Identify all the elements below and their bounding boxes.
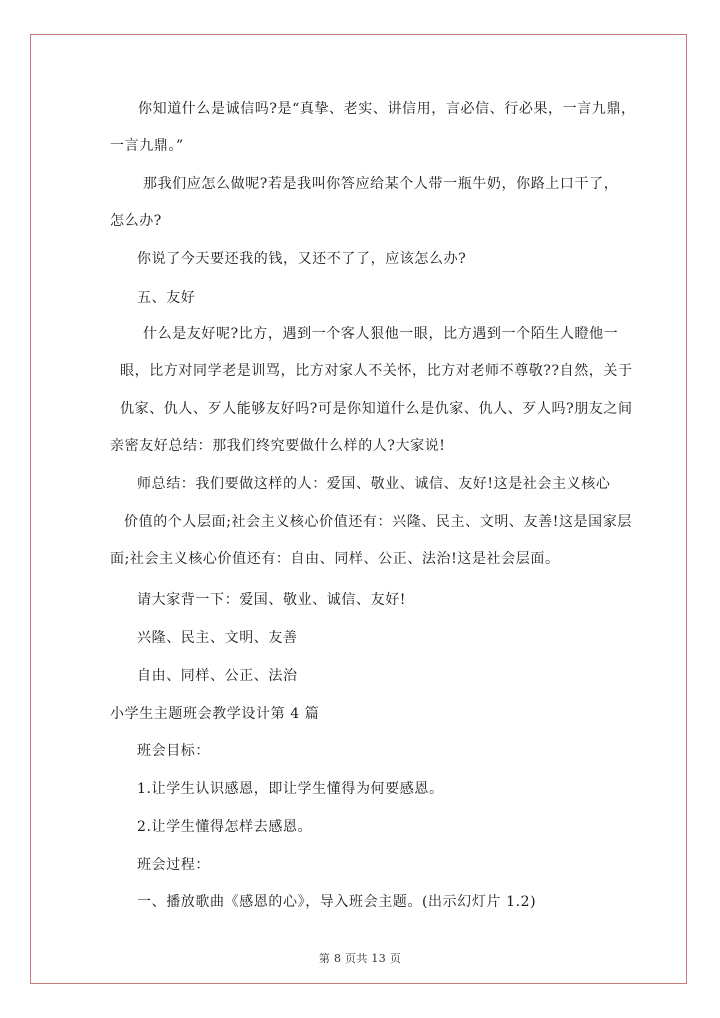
text-line: 眼，比方对同学老是训骂，比方对家人不关怀，比方对老师不尊敬??自然，关于 bbox=[120, 363, 633, 379]
chapter-title: 小学生主题班会教学设计第 4 篇 bbox=[110, 706, 320, 722]
text-line: 兴隆、民主、文明、友善 bbox=[137, 630, 298, 646]
text-line: 怎么办? bbox=[110, 213, 162, 229]
text-line: 你说了今天要还我的钱，又还不了了，应该怎么办? bbox=[137, 251, 467, 267]
text-line: 一言九鼎。” bbox=[110, 138, 184, 154]
text-line: 价值的个人层面;社会主义核心价值还有：兴隆、民主、文明、友善!这是国家层 bbox=[124, 514, 632, 530]
text-line: 什么是友好呢?比方，遇到一个客人狠他一眼，比方遇到一个陌生人瞪他一 bbox=[143, 326, 619, 342]
text-line: 班会目标： bbox=[137, 743, 210, 759]
section-heading: 五、友好 bbox=[137, 290, 196, 306]
list-item: 1.让学生认识感恩，即让学生懂得为何要感恩。 bbox=[137, 781, 444, 797]
text-line: 你知道什么是诚信吗?是“真挚、老实、讲信用，言必信、行必果，一言九鼎， bbox=[138, 101, 636, 117]
text-line: 仇家、仇人、歹人能够友好吗?可是你知道什么是仇家、仇人、歹人吗?朋友之间 bbox=[120, 401, 633, 417]
text-line: 班会过程： bbox=[137, 857, 210, 873]
text-line: 请大家背一下：爱国、敬业、诚信、友好! bbox=[137, 592, 407, 608]
page-number: 第 8 页共 13 页 bbox=[318, 952, 402, 965]
text-line: 那我们应怎么做呢?若是我叫你答应给某个人带一瓶牛奶，你路上口干了， bbox=[143, 176, 619, 192]
text-line: 自由、同样、公正、法治 bbox=[137, 668, 298, 684]
text-line: 面;社会主义核心价值还有：自由、同样、公正、法治!这是社会层面。 bbox=[110, 551, 560, 567]
text-line: 师总结：我们要做这样的人：爱国、敬业、诚信、友好!这是社会主义核心 bbox=[137, 476, 611, 492]
text-line: 一、播放歌曲《感恩的心》，导入班会主题。(出示幻灯片 1.2) bbox=[137, 894, 537, 910]
list-item: 2.让学生懂得怎样去感恩。 bbox=[137, 819, 313, 835]
text-line: 亲密友好总结：那我们终究要做什么样的人?大家说! bbox=[110, 438, 446, 454]
